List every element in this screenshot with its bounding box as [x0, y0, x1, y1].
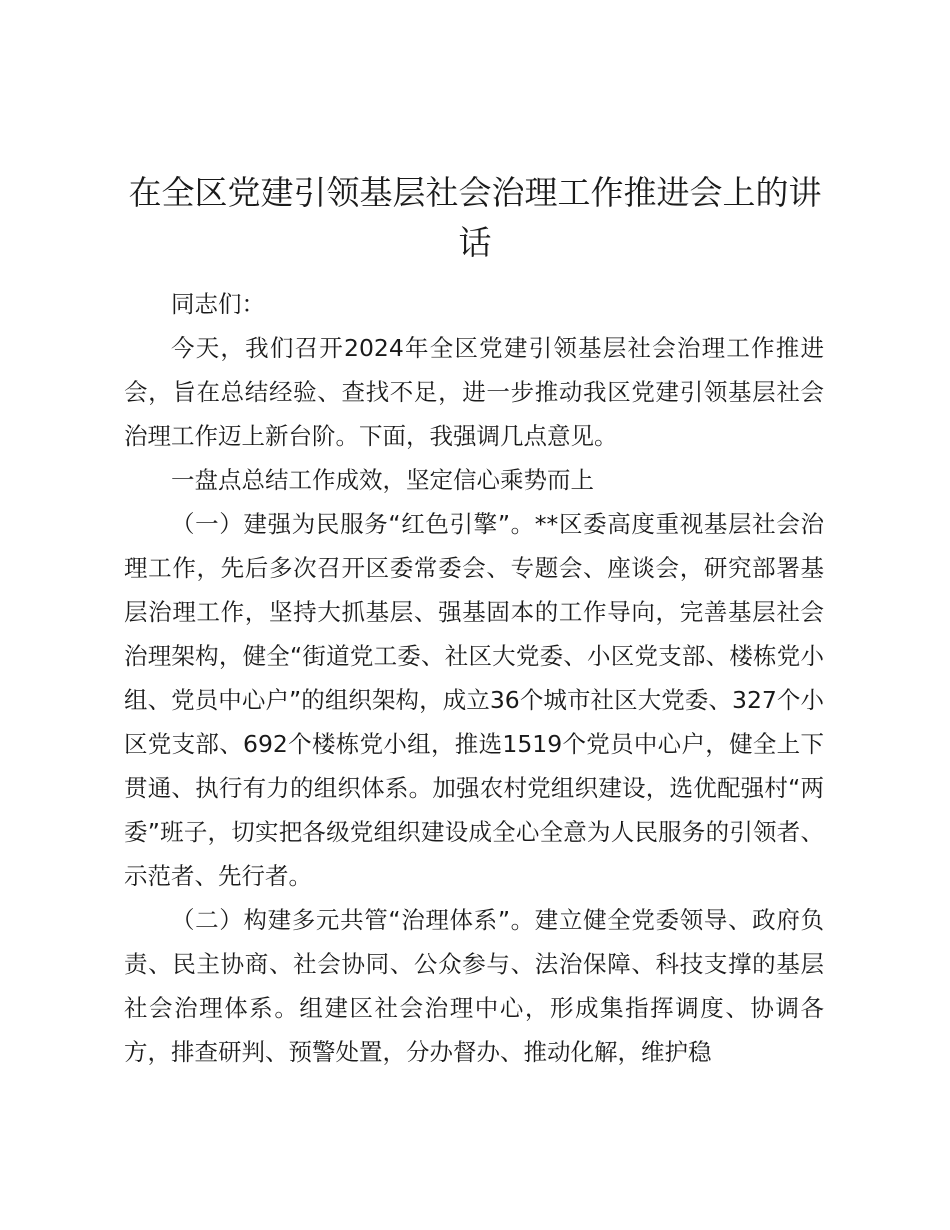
salutation-paragraph: 同志们：: [171, 290, 265, 318]
document-title: 在全区党建引领基层社会治理工作推进会上的讲话: [128, 173, 822, 262]
section-heading-1: 一盘点总结工作成效，坚定信心乘势而上: [171, 466, 594, 494]
document-body: [124, 282, 824, 1074]
subsection-paragraph-1: （一）建强为民服务“红色引擎”。**区委高度重视基层社会治理工作，先后多次召开区委常委会、专题会、座谈会，研究部署基层治理工作，坚持大抓基层、强基固本的工作导向，完善基层社会治理架构，健全“街道党工委、社区大党委、小区党支部、楼栋党小组、党员中心户”的组织架构，成立36个城市社区大党委、327个小区党支部、692个楼栋党小组，推选1519个党员中心户，健全上下贯通、执行有力的组织体系。加强农村党组织建设，选优配强村“两委”班子，切实把各级党组织建设成全心全意为人民服务的引领者、示范者、先行者。: [124, 510, 824, 890]
subsection-paragraph-2: （二）构建多元共管“治理体系”。建立健全党委领导、政府负责、民主协商、社会协同、公众参与、法治保障、科技支撑的基层社会治理体系。组建区社会治理中心，形成集指挥调度、协调各方，排查研判、预警处置，分办督办、推动化解，维护稳: [124, 906, 824, 1066]
intro-paragraph: 今天，我们召开2024年全区党建引领基层社会治理工作推进会，旨在总结经验、查找不足，进一步推动我区党建引领基层社会治理工作迈上新台阶。下面，我强调几点意见。: [124, 334, 824, 450]
